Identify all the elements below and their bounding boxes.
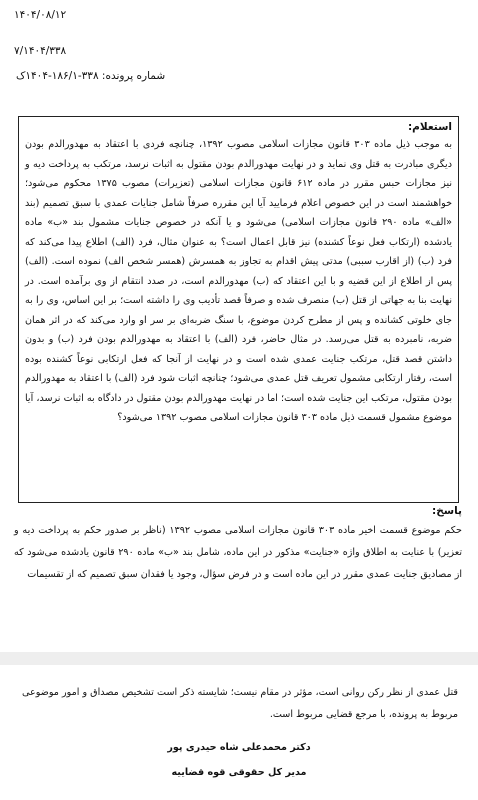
- question-heading: استعلام:: [407, 121, 452, 133]
- file-number: شماره پرونده: ۳۳۸-۱۸۶/۱-۱۴۰۴ک: [16, 70, 166, 82]
- signatory-title: مدیر کل حقوقی قوه قضاییه: [171, 767, 307, 778]
- question-body: به موجب ذیل ماده ۳۰۳ قانون مجازات اسلامی مصوب ۱۳۹۲، چنانچه فردی با اعتقاد به مهدورالدم بودن دیگری مبادرت به قتل وی نماید و در نهایت مهدورالدم بودن مقتول به اثبات نرسد، مرتکب به پرداخت دیه و نیز مجازات حبس مقرر در ماده ۶۱۲ قانون مجازات اسلامی (تعزیرات) مصوب ۱۳۷۵ محکوم می‌شود؛ خواهشمند است در این خصوص اعلام فرمایید آیا این مقرره صرفاً شامل جنایات عمدی با سبق تصمیم (بند «الف» ماده ۲۹۰ قانون مجازات اسلامی) می‌شود و یا آنکه در خصوص جنایات مشمول بند «ب» ماده یادشده (ارتکاب فعل نوعاً کشنده) نیز قابل اعمال است؟ به عنوان مثال، فرد (الف) اطلاع پیدا می‌کند که فرد (ب) (از اقارب سببی) مدتی پیش اقدام به تجاوز به همسرش (همسر شخص الف) نموده است. (الف) پس از اطلاع از این قضیه و با این اعتقاد که (ب) مهدورالدم است، در صدد انتقام از وی برآمده است. در نهایت بنا به جهاتی از قتل (ب) منصرف شده و صرفاً قصد تأدیب وی را داشته است؛ بر این اساس، وی را به جای خلوتی کشانده و پس از مطرح کردن موضوع، با سنگ ضربه‌ای بر سر او وارد می‌کند که در اثر همان ضربه، نامبرده به قتل می‌رسد. در مثال حاضر، فرد (الف) با اعتقاد به مهدورالدم بودن فرد (ب) و بدون داشتن قصد قتل، مرتکب جنایت عمدی شده است و در نهایت از آنجا که فعل ارتکابی نوعاً کشنده بوده است، رفتار ارتکابی مشمول تعریف قتل عمدی می‌شود؛ چنانچه اثبات شود فرد (الف) با اعتقاد به مهدورالدم بودن مقتول، مرتکب این جنایت شده است؛ اما در نهایت مهدورالدم بودن مقتول در دادگاه به اثبات نرسد، آیا موضوع مشمول قسمت ذیل ماده ۳۰۳ قانون مجازات اسلامی مصوب ۱۳۹۲ می‌شود؟: [25, 139, 453, 423]
- answer-body: حکم موضوع قسمت اخیر ماده ۳۰۳ قانون مجازات اسلامی مصوب ۱۳۹۲ (ناظر بر صدور حکم به پرداخت دیه و تعزیر) با عنایت به اطلاق واژه «جنایت» مذکور در این ماده، شامل بند «ب» ماده ۲۹۰ قانون یادشده می‌شود که از مصادیق جنایت عمدی مقرر در این ماده است و در فرض سؤال، وجود یا فقدان سبق تصمیم که از تقسیمات: [14, 525, 462, 580]
- answer-section: [14, 503, 462, 586]
- letter-date: ۱۴۰۴/۰۸/۱۲: [14, 9, 67, 21]
- answer-continuation: قتل عمدی از نظر رکن روانی است، مؤثر در مقام نیست؛ شایسته ذکر است تشخیص مصداق و امور موضوعی مربوط به پرونده، با مرجع قضایی مربوط است.: [22, 687, 458, 720]
- question-box: [18, 116, 459, 503]
- page-separator: [0, 652, 478, 665]
- answer-heading: پاسخ:: [432, 505, 462, 517]
- letter-number: ۷/۱۴۰۴/۳۳۸: [14, 45, 67, 57]
- signatory-name: دکتر محمدعلی شاه حیدری پور: [167, 742, 311, 753]
